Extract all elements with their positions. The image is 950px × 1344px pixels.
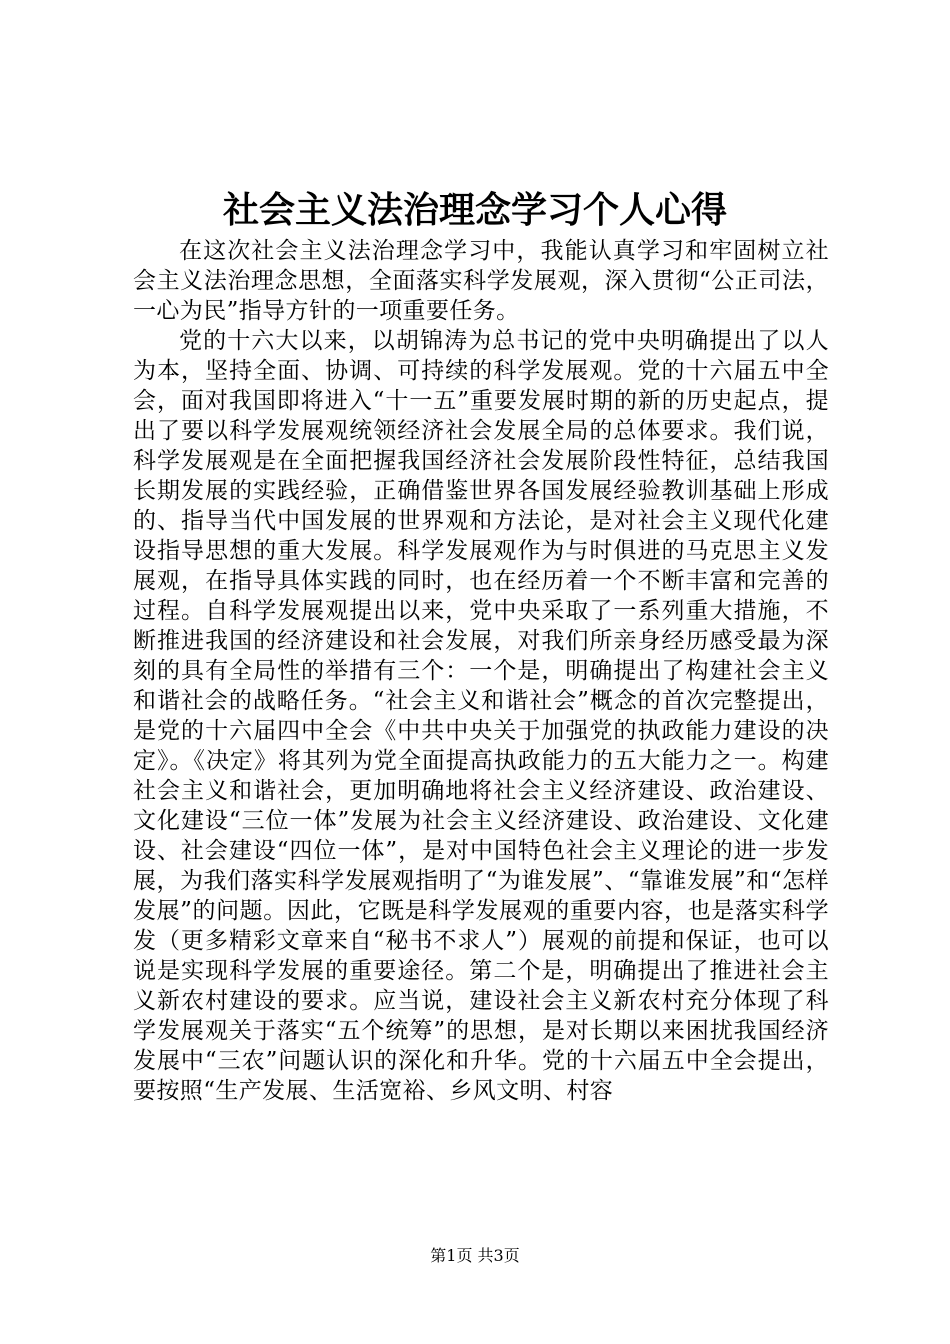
page-number: 第1页 共3页 [430, 1246, 520, 1265]
document-body [133, 236, 829, 1106]
document-title: 社会主义法治理念学习个人心得 [222, 189, 727, 231]
paragraph-2: 党的十六大以来，以胡锦涛为总书记的党中央明确提出了以人为本，坚持全面、协调、可持续的科学发展观。党的十六届五中全会，面对我国即将进入“十一五”重要发展时期的新的历史起点，提出了要以科学发展观统领经济社会发展全局的总体要求。我们说，科学发展观是在全面把握我国经济社会发展阶段性特征，总结我国长期发展的实践经验，正确借鉴世界各国发展经验教训基础上形成的、指导当代中国发展的世界观和方法论，是对社会主义现代化建设指导思想的重大发展。科学发展观作为与时俱进的马克思主义发展观，在指导具体实践的同时，也在经历着一个不断丰富和完善的过程。自科学发展观提出以来，党中央采取了一系列重大措施，不断推进我国的经济建设和社会发展，对我们所亲身经历感受最为深刻的具有全局性的举措有三个：一个是，明确提出了构建社会主义和谐社会的战略任务。“社会主义和谐社会”概念的首次完整提出，是党的十六届四中全会《中共中央关于加强党的执政能力建设的决定》。《决定》将其列为党全面提高执政能力的五大能力之一。构建社会主义和谐社会，更加明确地将社会主义经济建设、政治建设、文化建设“三位一体”发展为社会主义经济建设、政治建设、文化建设、社会建设“四位一体”，是对中国特色社会主义理论的进一步发展，为我们落实科学发展观指明了“为谁发展”、“靠谁发展”和“怎样发展”的问题。因此，它既是科学发展观的重要内容，也是落实科学发（更多精彩文章来自“秘书不求人”）展观的前提和保证，也可以说是实现科学发展的重要途径。第二个是，明确提出了推进社会主义新农村建设的要求。应当说，建设社会主义新农村充分体现了科学发展观关于落实“五个统筹”的思想，是对长期以来困扰我国经济发展中“三农”问题认识的深化和升华。党的十六届五中全会提出，要按照“生产发展、生活宽裕、乡风文明、村容 [133, 328, 829, 1104]
paragraph-1: 在这次社会主义法治理念学习中，我能认真学习和牢固树立社会主义法治理念思想，全面落实科学发展观，深入贯彻“公正司法，一心为民”指导方针的一项重要任务。 [133, 238, 829, 324]
